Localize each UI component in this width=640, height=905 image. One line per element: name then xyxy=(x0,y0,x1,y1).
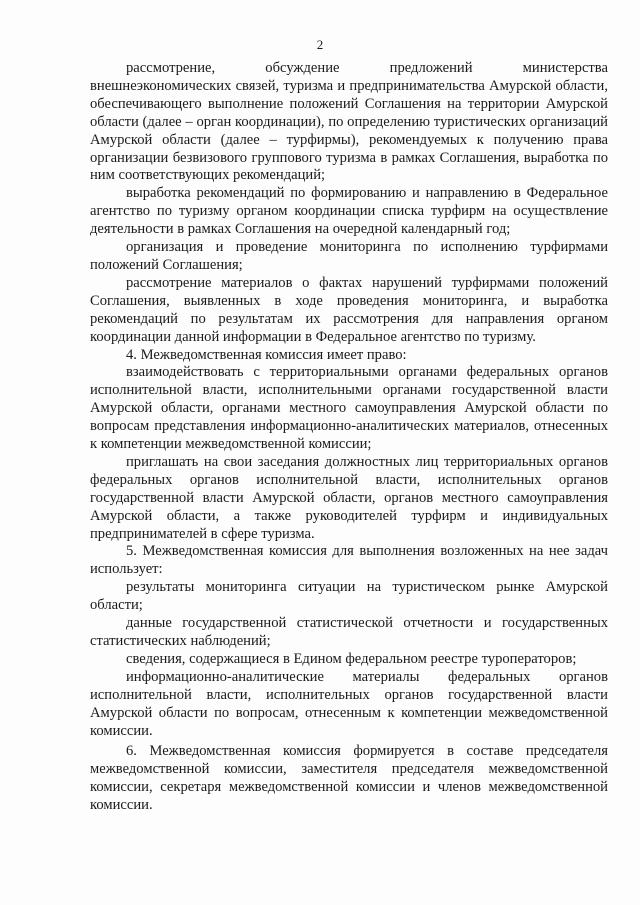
paragraph-monitoring: организация и проведение мониторинга по исполнению турфирмами положений Соглашения; xyxy=(90,239,608,273)
paragraph-registry: сведения, содержащиеся в Едином федеральном реестре туроператоров; xyxy=(126,650,577,667)
document-body xyxy=(90,60,608,815)
paragraph-interaction: взаимодействовать с территориальными органами федеральных органов исполнительной власти, исполнительными органами государственной власти Амурской области, органами местного самоуправления Амурской области по вопросам представления информационно-аналитических материалов, отнесенных к компетенции межведомственной комиссии; xyxy=(90,364,608,453)
paragraph-recommendations-list: выработка рекомендаций по формированию и направлению в Федеральное агентство по туризму органом координации списка турфирм на осуществление деятельности в рамках Соглашения на очередной календарный год; xyxy=(90,185,608,238)
paragraph-violations-review: рассмотрение материалов о фактах нарушений турфирмами положений Соглашения, выявленных в ходе проведения мониторинга, и выработка рекомендаций по результатам их рассмотрения для направления органом координации данной информации в Федеральное агентство по туризму. xyxy=(90,274,608,345)
page-number: 2 xyxy=(316,37,324,52)
paragraph-statistics: данные государственной статистической отчетности и государственных статистических наблюдений; xyxy=(90,615,608,649)
paragraph-consideration-proposals: рассмотрение, обсуждение предложений министерства внешнеэкономических связей, туризма и предпринимательства Амурской области, обеспечивающего выполнение положений Соглашения на территории Амурской области (далее – орган координации), по определению туристических организаций Амурской области (далее – турфирмы), рекомендуемых к получению права организации безвизового группового туризма в рамках Соглашения, выработка по ним соответствующих рекомендаций; xyxy=(90,60,608,184)
paragraph-section-4-heading: 4. Межведомственная комиссия имеет право: xyxy=(126,346,407,363)
paragraph-invitation: приглашать на свои заседания должностных лиц территориальных органов федеральных органов исполнительной власти, исполнительных органов государственной власти Амурской области, органов местного самоуправления Амурской области, а также руководителей турфирм и индивидуальных предпринимателей в сфере туризма. xyxy=(90,453,608,542)
paragraph-section-5-heading: 5. Межведомственная комиссия для выполнения возложенных на нее задач использует: xyxy=(90,543,608,578)
paragraph-monitoring-results: результаты мониторинга ситуации на туристическом рынке Амурской области; xyxy=(90,579,608,614)
paragraph-section-6: 6. Межведомственная комиссия формируется в составе председателя межведомственной комиссии, заместителя председателя межведомственной комиссии, секретаря межведомственной комиссии и членов межведомственной комиссии. xyxy=(90,743,608,814)
paragraph-analytical-materials: информационно-аналитические материалы федеральных органов исполнительной власти, исполнительных органов государственной власти Амурской области по вопросам, отнесенным к компетенции межведомственной комиссии. xyxy=(90,668,608,739)
